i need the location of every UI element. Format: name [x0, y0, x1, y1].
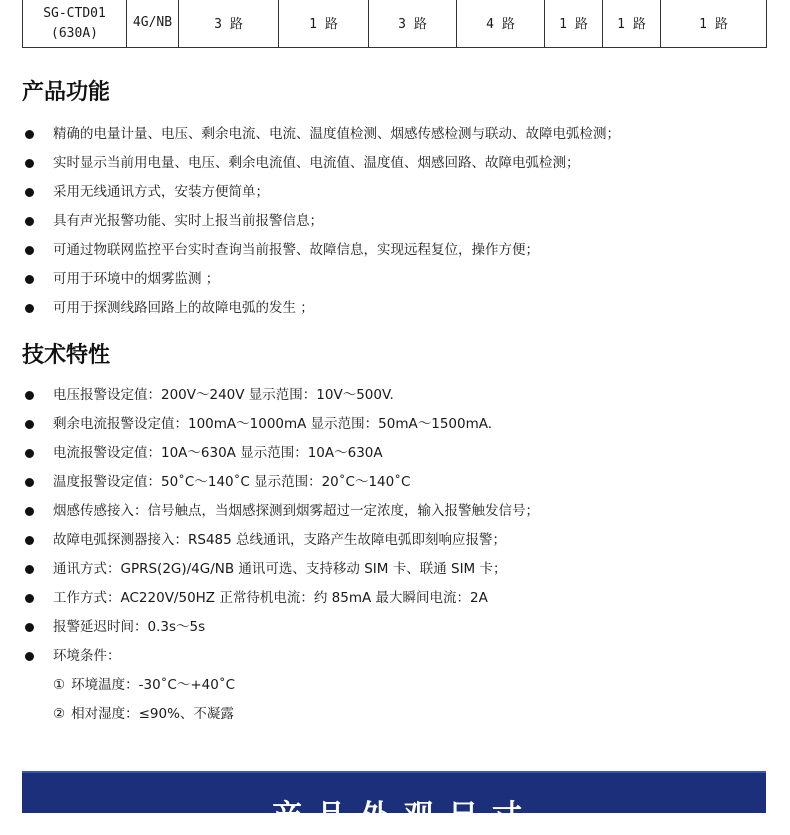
bullet-icon [25, 420, 34, 429]
list-item-text: 电压报警设定值：200V～240V 显示范围：10V～500V. [53, 387, 394, 403]
list-item [22, 642, 782, 671]
list-item-text: 环境条件： [53, 648, 121, 664]
table-cell: 1 路 [545, 0, 603, 48]
banner-title: 产品外观尺寸 [272, 799, 536, 834]
list-item [22, 555, 782, 584]
sub-list-item [22, 671, 782, 700]
list-item [22, 149, 782, 178]
list-item [22, 497, 782, 526]
list-item [22, 178, 782, 207]
list-item [22, 265, 782, 294]
bullet-icon [25, 188, 34, 197]
section-banner [22, 771, 766, 834]
list-item-text: 通讯方式：GPRS(2G)/4G/NB 通讯可选、支持移动 SIM 卡、联通 SIM 卡； [53, 561, 507, 577]
list-item-text: 电流报警设定值：10A～630A 显示范围：10A～630A [53, 445, 383, 461]
list-item-text: 工作方式：AC220V/50HZ 正常待机电流：约 85mA 最大瞬间电流：2A [53, 590, 488, 606]
specs-list [22, 381, 782, 729]
list-item [22, 207, 782, 236]
list-item-text: 采用无线通讯方式，安装方便简单； [53, 184, 269, 200]
list-item [22, 120, 782, 149]
list-item [22, 410, 782, 439]
list-item-text: 可用于环境中的烟雾监测 ； [53, 271, 220, 287]
bullet-icon [25, 391, 34, 400]
sub-list-item-text: 相对湿度：≤90%、不凝露 [71, 706, 234, 722]
bullet-icon [25, 565, 34, 574]
table-cell: 1 路 [661, 0, 767, 48]
model-line2: (630A) [51, 26, 98, 41]
table-cell-model [23, 0, 127, 48]
table-cell: 1 路 [279, 0, 369, 48]
table-cell: 4 路 [457, 0, 545, 48]
list-item [22, 613, 782, 642]
list-item [22, 468, 782, 497]
spec-table [22, 0, 767, 48]
bullet-icon [25, 304, 34, 313]
list-item-text: 可通过物联网监控平台实时查询当前报警、故障信息，实现远程复位，操作方便； [53, 242, 539, 258]
bullet-icon [25, 507, 34, 516]
table-cell: 1 路 [603, 0, 661, 48]
list-item [22, 381, 782, 410]
bullet-icon [25, 159, 34, 168]
list-item-text: 温度报警设定值：50˚C～140˚C 显示范围：20˚C～140˚C [53, 474, 411, 490]
list-item-text: 实时显示当前用电量、电压、剩余电流值、电流值、温度值、烟感回路、故障电弧检测； [53, 155, 580, 171]
sub-list-item-text: 环境温度：-30˚C～+40˚C [71, 677, 236, 693]
bullet-icon [25, 246, 34, 255]
circled-number: ② [53, 706, 66, 722]
list-item-text: 故障电弧探测器接入：RS485 总线通讯，支路产生故障电弧即刻响应报警； [53, 532, 507, 548]
bullet-icon [25, 594, 34, 603]
bullet-icon [25, 275, 34, 284]
features-heading: 产品功能 [22, 80, 111, 105]
list-item-text: 报警延迟时间：0.3s～5s [53, 619, 206, 635]
sub-list-item [22, 700, 782, 729]
circled-number: ① [53, 677, 66, 693]
bullet-icon [25, 217, 34, 226]
list-item-text: 可用于探测线路回路上的故障电弧的发生 ； [53, 300, 314, 316]
features-list [22, 120, 782, 323]
bullet-icon [25, 623, 34, 632]
bullet-icon [25, 130, 34, 139]
list-item [22, 526, 782, 555]
list-item-text: 剩余电流报警设定值：100mA～1000mA 显示范围：50mA～1500mA. [53, 416, 493, 432]
table-cell-comm: 4G/NB [127, 0, 179, 48]
specs-heading: 技术特性 [22, 343, 111, 368]
list-item-text: 具有声光报警功能、实时上报当前报警信息； [53, 213, 323, 229]
bullet-icon [25, 536, 34, 545]
bullet-icon [25, 478, 34, 487]
list-item-text: 烟感传感接入：信号触点，当烟感探测到烟雾超过一定浓度，输入报警触发信号； [53, 503, 539, 519]
table-cell: 3 路 [179, 0, 279, 48]
table-cell: 3 路 [369, 0, 457, 48]
list-item [22, 584, 782, 613]
table-row [23, 0, 767, 48]
bullet-icon [25, 449, 34, 458]
bullet-icon [25, 652, 34, 661]
list-item-text: 精确的电量计量、电压、剩余电流、电流、温度值检测、烟感传感检测与联动、故障电弧检测； [53, 126, 620, 142]
list-item [22, 236, 782, 265]
list-item [22, 294, 782, 323]
model-line1: SG-CTD01 [43, 6, 106, 21]
list-item [22, 439, 782, 468]
